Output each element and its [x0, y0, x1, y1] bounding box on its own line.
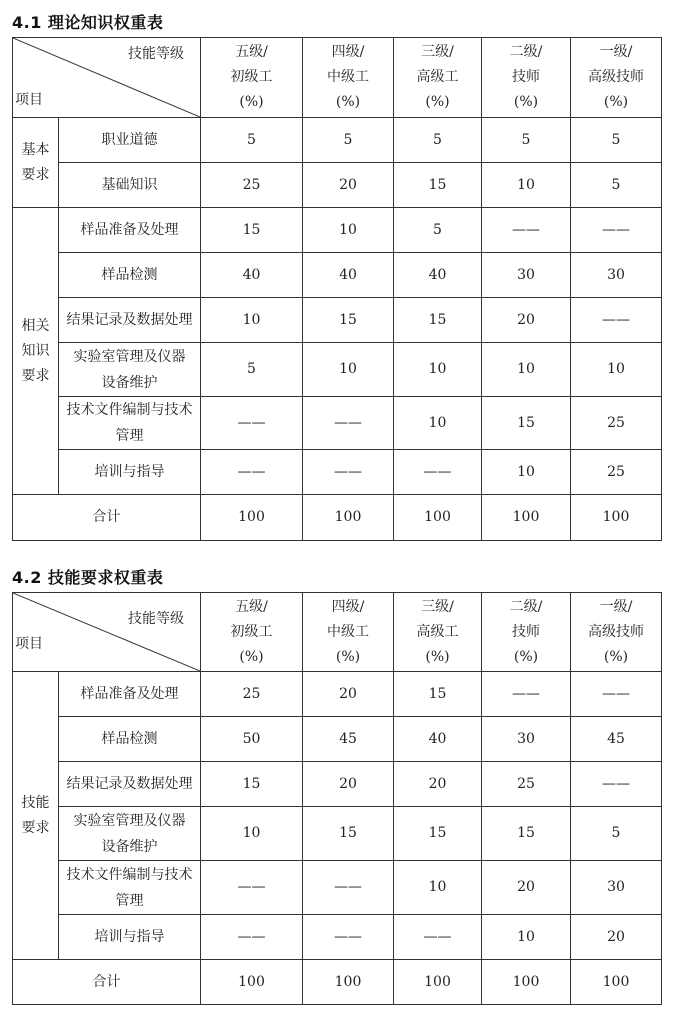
level-header-5 — [201, 38, 303, 118]
level-title: 初级工 — [230, 623, 273, 640]
value-cell: 40 — [394, 717, 482, 762]
item-label: 项目 — [15, 92, 43, 108]
total-value: 100 — [571, 495, 662, 541]
value-cell: 30 — [571, 861, 662, 915]
value-cell: —— — [571, 208, 662, 253]
value-cell: 10 — [394, 343, 482, 397]
group-label-skill — [13, 672, 59, 960]
table-row — [13, 208, 662, 253]
value-cell: —— — [201, 915, 303, 960]
value-cell: 10 — [201, 298, 303, 343]
skill-requirement-weight-table — [12, 592, 662, 1005]
level-header-5 — [201, 593, 303, 672]
total-value: 100 — [482, 960, 571, 1005]
value-cell: 15 — [482, 807, 571, 861]
value-cell: 45 — [571, 717, 662, 762]
value-cell: 20 — [394, 762, 482, 807]
level-name: 三级/ — [421, 44, 454, 60]
corner-header-cell — [13, 38, 201, 118]
item-cell — [59, 717, 201, 762]
table-row — [13, 163, 662, 208]
item-label: 管理 — [115, 428, 144, 444]
item-label: 技术文件编制与技术 — [66, 866, 193, 883]
level-title: 技师 — [512, 623, 540, 640]
value-cell: 25 — [201, 672, 303, 717]
group-label-line: 知识 — [21, 342, 50, 359]
value-cell: 15 — [394, 298, 482, 343]
item-label: 样品准备及处理 — [80, 686, 179, 702]
value-cell: 5 — [201, 118, 303, 163]
level-title: 高级工 — [416, 623, 459, 640]
level-name: 三级/ — [421, 598, 454, 615]
level-unit: (%) — [239, 648, 264, 665]
level-header-2 — [482, 38, 571, 118]
value-cell: 5 — [571, 163, 662, 208]
item-cell — [59, 343, 201, 397]
table-row — [13, 672, 662, 717]
group-label-line: 要求 — [21, 367, 50, 384]
value-cell: 20 — [303, 672, 394, 717]
value-cell: 15 — [482, 397, 571, 450]
skill-level-label: 技能等级 — [128, 46, 184, 62]
table-row — [13, 717, 662, 762]
value-cell: 10 — [571, 343, 662, 397]
value-cell: —— — [201, 450, 303, 495]
total-label: 合计 — [13, 960, 201, 1005]
table2-title: 4.2 技能要求权重表 — [12, 568, 164, 587]
table-row — [13, 915, 662, 960]
group-label-line: 要求 — [21, 819, 50, 836]
level-name: 一级/ — [599, 44, 633, 60]
total-value: 100 — [201, 960, 303, 1005]
value-cell: 10 — [394, 397, 482, 450]
header-row — [13, 38, 662, 118]
group-label-line: 要求 — [21, 166, 50, 183]
group-label-related-knowledge — [13, 208, 59, 495]
level-title: 中级工 — [327, 69, 369, 85]
value-cell: 10 — [482, 343, 571, 397]
level-header-1 — [571, 38, 662, 118]
value-cell: 5 — [482, 118, 571, 163]
level-name: 二级/ — [509, 44, 543, 60]
item-label: 结果记录及数据处理 — [66, 776, 193, 792]
item-cell — [59, 672, 201, 717]
value-cell: —— — [303, 450, 394, 495]
value-cell: 5 — [571, 118, 662, 163]
value-cell: —— — [303, 397, 394, 450]
value-cell: 25 — [571, 450, 662, 495]
header-row — [13, 593, 662, 672]
item-cell — [59, 118, 201, 163]
level-title: 高级技师 — [588, 623, 644, 640]
value-cell: —— — [201, 397, 303, 450]
value-cell: 15 — [394, 163, 482, 208]
value-cell: 20 — [482, 861, 571, 915]
value-cell: —— — [571, 298, 662, 343]
value-cell: 15 — [303, 807, 394, 861]
level-unit: (%) — [425, 648, 450, 665]
level-unit: (%) — [603, 94, 629, 110]
level-title: 中级工 — [327, 623, 369, 640]
value-cell: 10 — [201, 807, 303, 861]
item-label: 实验室管理及仪器 — [73, 348, 186, 365]
level-header-4 — [303, 593, 394, 672]
level-unit: (%) — [425, 94, 450, 110]
table-row — [13, 450, 662, 495]
value-cell: —— — [482, 208, 571, 253]
value-cell: 20 — [482, 298, 571, 343]
level-name: 四级/ — [331, 44, 365, 60]
item-cell — [59, 208, 201, 253]
item-cell — [59, 397, 201, 450]
value-cell: 10 — [394, 861, 482, 915]
value-cell: —— — [571, 762, 662, 807]
item-label: 样品检测 — [101, 731, 158, 747]
total-value: 100 — [394, 495, 482, 541]
value-cell: 15 — [394, 672, 482, 717]
total-value: 100 — [303, 960, 394, 1005]
table-row — [13, 298, 662, 343]
value-cell: 45 — [303, 717, 394, 762]
total-label: 合计 — [13, 495, 201, 541]
level-header-1 — [571, 593, 662, 672]
value-cell: 10 — [482, 915, 571, 960]
value-cell: —— — [303, 915, 394, 960]
item-label: 基础知识 — [101, 177, 158, 193]
value-cell: 40 — [303, 253, 394, 298]
total-row — [13, 960, 662, 1005]
value-cell: 15 — [394, 807, 482, 861]
value-cell: 10 — [482, 450, 571, 495]
item-label: 实验室管理及仪器 — [73, 812, 186, 829]
level-unit: (%) — [513, 94, 539, 110]
value-cell: 30 — [482, 253, 571, 298]
total-value: 100 — [482, 495, 571, 541]
value-cell: —— — [201, 861, 303, 915]
item-label: 技术文件编制与技术 — [66, 402, 193, 418]
group-label-basic — [13, 118, 59, 208]
level-title: 技师 — [512, 69, 540, 85]
item-cell — [59, 807, 201, 861]
value-cell: 15 — [201, 762, 303, 807]
theory-knowledge-weight-table — [12, 37, 662, 541]
table1-title: 4.1 理论知识权重表 — [12, 13, 164, 32]
value-cell: 40 — [201, 253, 303, 298]
table-row — [13, 343, 662, 397]
level-name: 四级/ — [331, 598, 365, 615]
corner-header-cell — [13, 593, 201, 672]
level-header-3 — [394, 38, 482, 118]
table-row — [13, 807, 662, 861]
level-unit: (%) — [513, 648, 539, 665]
level-header-3 — [394, 593, 482, 672]
skill-level-label: 技能等级 — [128, 611, 184, 627]
item-label: 培训与指导 — [94, 464, 165, 480]
value-cell: 50 — [201, 717, 303, 762]
level-unit: (%) — [335, 94, 361, 110]
value-cell: 30 — [571, 253, 662, 298]
total-row — [13, 495, 662, 541]
value-cell: —— — [571, 672, 662, 717]
level-unit: (%) — [603, 648, 629, 665]
level-name: 五级/ — [235, 598, 268, 615]
value-cell: 25 — [571, 397, 662, 450]
value-cell: 5 — [303, 118, 394, 163]
value-cell: 10 — [303, 343, 394, 397]
level-header-4 — [303, 38, 394, 118]
item-cell — [59, 915, 201, 960]
item-label: 样品检测 — [101, 267, 158, 283]
total-value: 100 — [571, 960, 662, 1005]
table-row — [13, 397, 662, 450]
value-cell: 25 — [482, 762, 571, 807]
item-cell — [59, 762, 201, 807]
level-name: 二级/ — [509, 598, 543, 615]
item-label: 设备维护 — [101, 838, 158, 855]
item-cell — [59, 450, 201, 495]
item-cell — [59, 298, 201, 343]
value-cell: 15 — [303, 298, 394, 343]
value-cell: 30 — [482, 717, 571, 762]
value-cell: 20 — [303, 762, 394, 807]
group-label-line: 相关 — [21, 317, 50, 334]
value-cell: —— — [482, 672, 571, 717]
value-cell: 40 — [394, 253, 482, 298]
value-cell: 10 — [482, 163, 571, 208]
value-cell: 20 — [303, 163, 394, 208]
item-cell — [59, 861, 201, 915]
item-label: 项目 — [15, 636, 43, 652]
table-row — [13, 253, 662, 298]
group-label-line: 基本 — [21, 141, 50, 158]
total-value: 100 — [303, 495, 394, 541]
item-cell — [59, 253, 201, 298]
value-cell: 5 — [394, 208, 482, 253]
level-title: 初级工 — [230, 69, 273, 85]
table-row — [13, 861, 662, 915]
value-cell: 15 — [201, 208, 303, 253]
group-label-line: 技能 — [21, 794, 50, 811]
item-label: 样品准备及处理 — [80, 222, 179, 238]
level-unit: (%) — [335, 648, 361, 665]
level-name: 五级/ — [235, 44, 268, 60]
level-unit: (%) — [239, 94, 264, 110]
value-cell: 5 — [571, 807, 662, 861]
item-label: 培训与指导 — [94, 929, 165, 945]
value-cell: 20 — [571, 915, 662, 960]
item-label: 管理 — [115, 892, 144, 909]
value-cell: —— — [394, 915, 482, 960]
value-cell: 5 — [201, 343, 303, 397]
level-title: 高级工 — [416, 69, 459, 85]
value-cell: 5 — [394, 118, 482, 163]
item-label: 设备维护 — [101, 374, 158, 391]
item-cell — [59, 163, 201, 208]
value-cell: 25 — [201, 163, 303, 208]
value-cell: 10 — [303, 208, 394, 253]
value-cell: —— — [394, 450, 482, 495]
item-label: 职业道德 — [101, 132, 158, 148]
total-value: 100 — [394, 960, 482, 1005]
total-value: 100 — [201, 495, 303, 541]
table-row — [13, 762, 662, 807]
level-name: 一级/ — [599, 598, 633, 615]
value-cell: —— — [303, 861, 394, 915]
table-row — [13, 118, 662, 163]
item-label: 结果记录及数据处理 — [66, 312, 193, 328]
level-header-2 — [482, 593, 571, 672]
level-title: 高级技师 — [588, 69, 644, 85]
